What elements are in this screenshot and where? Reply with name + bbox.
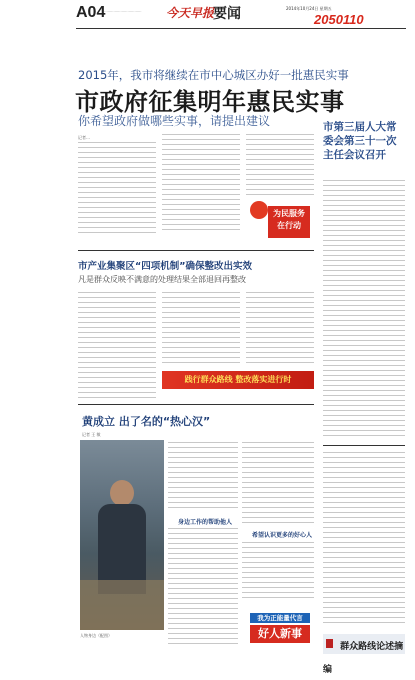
lead-col-1 [78, 142, 156, 235]
a2-col-2 [162, 292, 240, 370]
a3-col-2 [242, 442, 314, 527]
headline-deck: 你希望政府做哪些实事，请提出建议 [78, 114, 271, 128]
a2-col-3 [246, 292, 314, 370]
right-col-headline: 市第三届人大常委会第三十一次主任会议召开 [323, 121, 397, 161]
page-label: 要闻 [213, 7, 241, 22]
article2-headline: 市产业集聚区“四项机制”确保整改出实效 [78, 261, 252, 272]
article3-byline: 记者 王 敏 [82, 432, 101, 437]
good-badge-line-2: 好人新事 [250, 625, 310, 643]
campaign-banner [162, 371, 314, 389]
section-rule-2 [78, 404, 314, 405]
ground-shape [80, 580, 164, 630]
subhead-b: 希望认识更多的好心人 [252, 532, 313, 539]
a3-col-1b [168, 528, 238, 648]
a3-col-1 [168, 442, 238, 512]
news-photo [80, 440, 164, 630]
section-rule-1 [78, 250, 314, 251]
badge-line-2: 在行动 [277, 221, 301, 230]
headline-kicker: 2015年，我市将继续在市中心城区办好一批惠民实事 [78, 68, 349, 82]
good-badge-line-1: 我为正能量代言 [250, 613, 310, 623]
book-icon [326, 639, 333, 648]
masthead [0, 0, 415, 40]
article2-deck: 凡是群众反映不满意的处理结果全部退回再整改 [78, 275, 246, 284]
bottom-right-title: 群众路线论述摘编 [323, 642, 404, 675]
photo-caption: 人物身边（配图） [80, 633, 112, 638]
lead-col-3 [246, 134, 314, 196]
banner-text: 践行群众路线 整改落实进行时 [184, 375, 292, 384]
byline: 记者… [78, 135, 90, 140]
anniversary-mark: 2050110 [314, 12, 364, 27]
right-col-body [323, 180, 405, 440]
right-rule [323, 445, 405, 446]
subhead-a: 身边工作的帮助他人 [178, 519, 233, 526]
headline-main: 市政府征集明年惠民实事 [75, 88, 345, 116]
right-col-body-2 [323, 452, 405, 628]
badge-line-1: 为民服务 [273, 209, 305, 218]
bottom-right-headline [323, 634, 405, 675]
article3-headline: 黄成立 出了名的“热心汉” [82, 415, 211, 428]
masthead-date: 2014年10月24日 星期五 [286, 6, 332, 11]
page-number: A04 [76, 4, 106, 21]
masthead-rule [76, 28, 406, 29]
masthead-meta: …………………………… [103, 9, 142, 13]
service-badge [248, 200, 314, 244]
badge-box [268, 206, 310, 238]
person-head-shape [110, 480, 134, 506]
brand-logo: 今天早报 [166, 6, 215, 20]
a3-col-2b [242, 542, 314, 604]
lead-col-2 [162, 134, 240, 235]
good-people-badge [246, 609, 314, 649]
party-emblem-icon [250, 201, 268, 219]
a2-col-1 [78, 292, 156, 402]
